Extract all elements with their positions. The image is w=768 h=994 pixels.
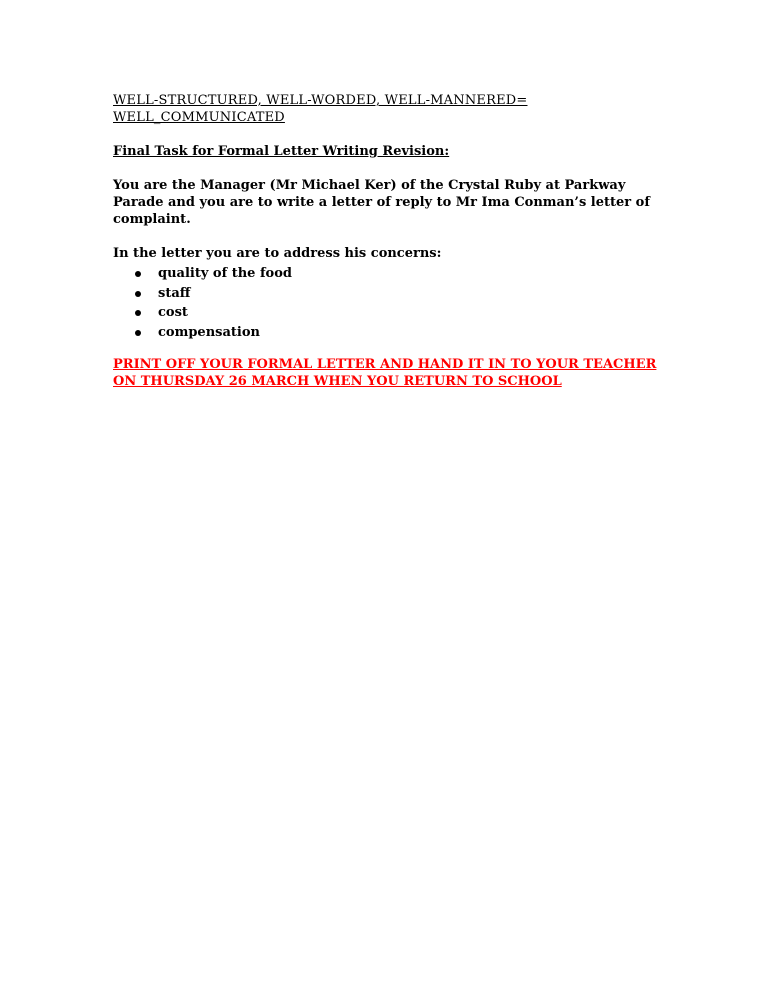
- list-item: [113, 323, 673, 343]
- heading-line-2: WELL_COMMUNICATED: [113, 110, 285, 125]
- notice-line-2: ON THURSDAY 26 MARCH WHEN YOU RETURN TO SCHOOL: [113, 374, 562, 389]
- document-heading: [113, 92, 673, 126]
- concern-label: compensation: [158, 324, 260, 340]
- concerns-intro: In the letter you are to address his concerns:: [113, 246, 442, 261]
- document-page: [113, 92, 673, 390]
- concern-label: staff: [158, 285, 191, 301]
- list-item: [113, 284, 673, 304]
- task-paragraph: You are the Manager (Mr Michael Ker) of the Crystal Ruby at Parkway Parade and you are to write a letter of reply to Mr Ima Conman’s letter of complaint.: [113, 178, 650, 227]
- concern-label: cost: [158, 305, 188, 320]
- bullet-icon: [135, 271, 141, 277]
- concern-label: quality of the food: [158, 266, 292, 281]
- concerns-list: [113, 264, 673, 342]
- bullet-icon: [135, 291, 141, 297]
- list-item: [113, 264, 673, 284]
- task-subheading: Final Task for Formal Letter Writing Revision:: [113, 144, 450, 159]
- bullet-icon: [135, 310, 141, 316]
- notice-line-1: PRINT OFF YOUR FORMAL LETTER AND HAND IT IN TO YOUR TEACHER: [113, 357, 657, 372]
- bullet-icon: [135, 330, 141, 336]
- heading-line-1: WELL-STRUCTURED, WELL-WORDED, WELL-MANNERED=: [113, 93, 528, 108]
- list-item: [113, 303, 673, 323]
- submission-notice: [113, 356, 673, 390]
